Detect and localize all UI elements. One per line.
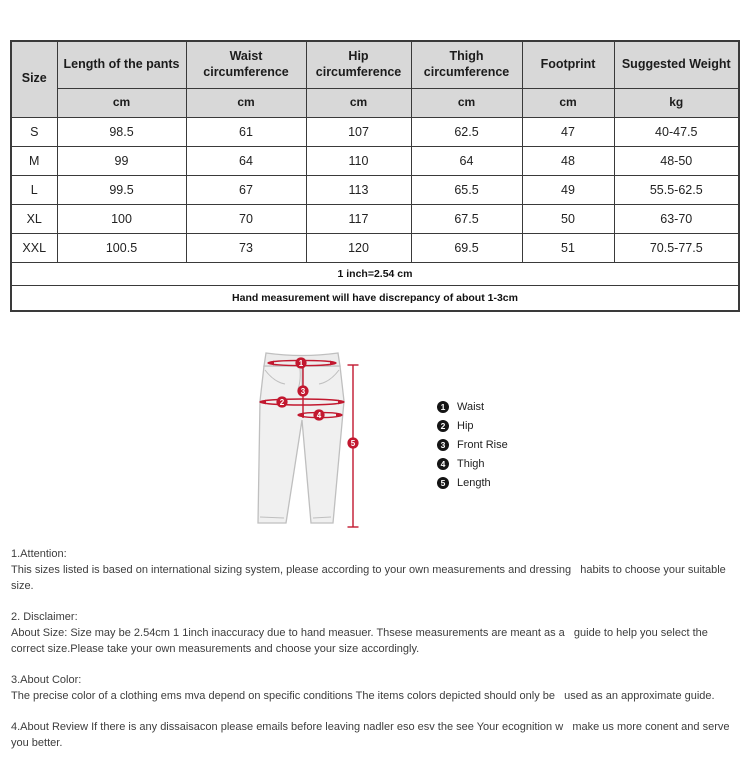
legend-number-badge: 3 <box>437 439 449 451</box>
header-weight: Suggested Weight <box>614 41 739 88</box>
notes-section <box>11 546 744 766</box>
cell-size: M <box>11 146 57 175</box>
table-footnote-row <box>11 262 739 285</box>
note-body: The precise color of a clothing ems mva depend on specific conditions The items colors depicted should only be used as an approximate guide. <box>11 690 715 702</box>
cell-thigh: 67.5 <box>411 204 522 233</box>
legend-item-front-rise <box>437 435 508 454</box>
cell-weight: 70.5-77.5 <box>614 233 739 262</box>
note-heading: 1.Attention: <box>11 548 67 560</box>
legend-number-badge: 2 <box>437 420 449 432</box>
legend-item-length <box>437 473 508 492</box>
header-length: Length of the pants <box>57 41 186 88</box>
note-about-color <box>11 672 744 704</box>
front-rise-marker <box>297 385 308 396</box>
cell-weight: 40-47.5 <box>614 117 739 146</box>
header-waist: Waist circumference <box>186 41 306 88</box>
measurement-diagram <box>0 345 750 545</box>
cell-length: 98.5 <box>57 117 186 146</box>
cell-weight: 48-50 <box>614 146 739 175</box>
footnote-measurement: Hand measurement will have discrepancy of about 1-3cm <box>11 285 739 311</box>
svg-text:3: 3 <box>300 386 306 396</box>
size-chart-table <box>10 40 740 312</box>
unit-hip: cm <box>306 88 411 117</box>
table-row <box>11 117 739 146</box>
cell-footprint: 50 <box>522 204 614 233</box>
cell-size: L <box>11 175 57 204</box>
cell-footprint: 51 <box>522 233 614 262</box>
legend-label: Thigh <box>457 457 485 470</box>
table-footnote-row <box>11 285 739 311</box>
svg-text:1: 1 <box>298 358 304 368</box>
note-heading: 3.About Color: <box>11 674 82 686</box>
unit-footprint: cm <box>522 88 614 117</box>
cell-size: S <box>11 117 57 146</box>
cell-size: XXL <box>11 233 57 262</box>
cell-length: 100 <box>57 204 186 233</box>
header-thigh: Thigh circumference <box>411 41 522 88</box>
cell-footprint: 48 <box>522 146 614 175</box>
measurement-legend <box>437 397 508 492</box>
legend-item-waist <box>437 397 508 416</box>
note-body: This sizes listed is based on international sizing system, please according to your own measurements and dressing habits to choose your suitable size. <box>11 564 729 592</box>
note-body: About Size: Size may be 2.54cm 1 1inch inaccuracy due to hand measuer. Thsese measurements are meant as a guide to help you select the correct size.Please take your own measurements and choose your size accordingly. <box>11 627 711 655</box>
pants-diagram-illustration <box>253 345 368 540</box>
cell-size: XL <box>11 204 57 233</box>
table-row <box>11 146 739 175</box>
legend-number-badge: 1 <box>437 401 449 413</box>
cell-weight: 63-70 <box>614 204 739 233</box>
header-size: Size <box>11 41 57 117</box>
legend-label: Hip <box>457 419 474 432</box>
legend-item-hip <box>437 416 508 435</box>
unit-waist: cm <box>186 88 306 117</box>
note-attention <box>11 546 744 594</box>
table-row <box>11 204 739 233</box>
table-header <box>11 41 739 117</box>
unit-weight: kg <box>614 88 739 117</box>
cell-hip: 117 <box>306 204 411 233</box>
cell-hip: 107 <box>306 117 411 146</box>
legend-label: Front Rise <box>457 438 508 451</box>
cell-length: 99.5 <box>57 175 186 204</box>
svg-text:4: 4 <box>316 410 322 420</box>
svg-text:5: 5 <box>350 438 356 448</box>
legend-number-badge: 5 <box>437 477 449 489</box>
cell-weight: 55.5-62.5 <box>614 175 739 204</box>
cell-footprint: 47 <box>522 117 614 146</box>
note-disclaimer <box>11 609 744 657</box>
waist-marker <box>295 357 306 368</box>
legend-item-thigh <box>437 454 508 473</box>
cell-thigh: 64 <box>411 146 522 175</box>
legend-number-badge: 4 <box>437 458 449 470</box>
legend-label: Waist <box>457 400 485 413</box>
footnote-inch: 1 inch=2.54 cm <box>11 262 739 285</box>
cell-thigh: 65.5 <box>411 175 522 204</box>
header-hip: Hip circumference <box>306 41 411 88</box>
unit-length: cm <box>57 88 186 117</box>
legend-label: Length <box>457 476 491 489</box>
note-body: 4.About Review If there is any dissaisacon please emails before leaving nadler eso esv the see Your ecognition w make us more conent and serve you better. <box>11 721 733 749</box>
cell-thigh: 62.5 <box>411 117 522 146</box>
cell-hip: 110 <box>306 146 411 175</box>
cell-thigh: 69.5 <box>411 233 522 262</box>
table-row <box>11 233 739 262</box>
cell-hip: 120 <box>306 233 411 262</box>
cell-waist: 73 <box>186 233 306 262</box>
thigh-marker <box>313 409 324 420</box>
table-row <box>11 175 739 204</box>
cell-waist: 70 <box>186 204 306 233</box>
cell-length: 100.5 <box>57 233 186 262</box>
cell-waist: 67 <box>186 175 306 204</box>
cell-hip: 113 <box>306 175 411 204</box>
unit-thigh: cm <box>411 88 522 117</box>
length-marker <box>347 437 358 448</box>
hip-marker <box>276 396 287 407</box>
cell-footprint: 49 <box>522 175 614 204</box>
header-footprint: Footprint <box>522 41 614 88</box>
cell-waist: 64 <box>186 146 306 175</box>
note-heading: 2. Disclaimer: <box>11 611 78 623</box>
note-about-review <box>11 719 744 751</box>
svg-text:2: 2 <box>279 397 285 407</box>
cell-waist: 61 <box>186 117 306 146</box>
cell-length: 99 <box>57 146 186 175</box>
